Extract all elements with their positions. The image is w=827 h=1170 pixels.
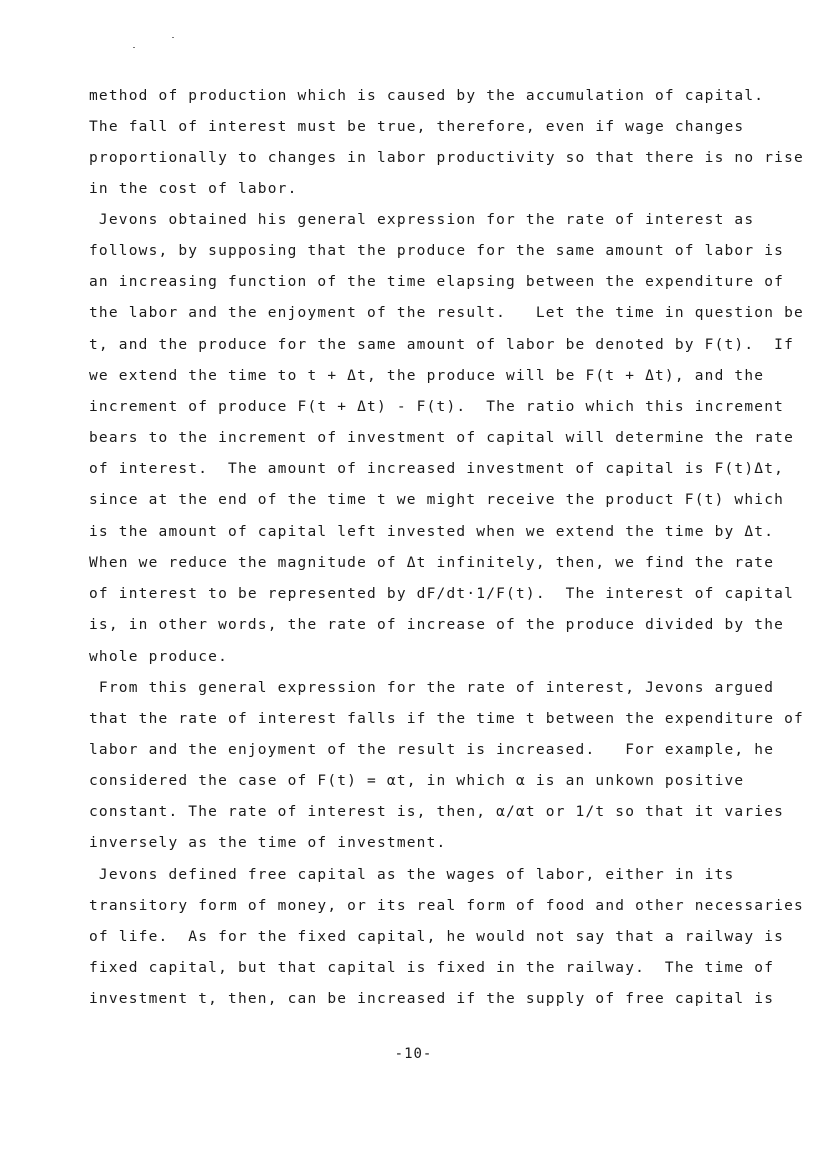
text-line: transitory form of money, or its real form of food and other necessaries — [89, 898, 804, 914]
text-line: follows, by supposing that the produce for the same amount of labor is — [89, 243, 785, 259]
text-line: From this general expression for the rate of interest, Jevons argued — [89, 680, 775, 696]
text-line: since at the end of the time t we might receive the product F(t) which — [89, 492, 785, 508]
text-line: Jevons obtained his general expression for the rate of interest as — [89, 212, 755, 228]
text-line: inversely as the time of investment. — [89, 835, 447, 851]
text-line: is the amount of capital left invested when we extend the time by Δt. — [89, 524, 775, 540]
page-number: -10- — [394, 1046, 433, 1062]
text-line: proportionally to changes in labor productivity so that there is no rise — [89, 150, 804, 166]
text-line: we extend the time to t + Δt, the produce will be F(t + Δt), and the — [89, 368, 765, 384]
text-line: bears to the increment of investment of capital will determine the rate — [89, 430, 795, 446]
text-line: considered the case of F(t) = αt, in which α is an unkown positive — [89, 773, 745, 789]
text-line: is, in other words, the rate of increase of the produce divided by the — [89, 617, 785, 633]
text-line: increment of produce F(t + Δt) - F(t). The ratio which this increment — [89, 399, 785, 415]
text-line: an increasing function of the time elapsing between the expenditure of — [89, 274, 785, 290]
text-line: Jevons defined free capital as the wages of labor, either in its — [89, 867, 735, 883]
text-line: The fall of interest must be true, therefore, even if wage changes — [89, 119, 745, 135]
text-line: the labor and the enjoyment of the result. Let the time in question be — [89, 305, 804, 321]
text-line: method of production which is caused by the accumulation of capital. — [89, 88, 765, 104]
text-line: in the cost of labor. — [89, 181, 298, 197]
text-line: When we reduce the magnitude of Δt infinitely, then, we find the rate — [89, 555, 775, 571]
scan-speck — [172, 37, 174, 38]
text-line: fixed capital, but that capital is fixed in the railway. The time of — [89, 960, 775, 976]
text-line: that the rate of interest falls if the time t between the expenditure of — [89, 711, 804, 727]
text-line: investment t, then, can be increased if the supply of free capital is — [89, 991, 775, 1007]
text-line: t, and the produce for the same amount of labor be denoted by F(t). If — [89, 337, 795, 353]
text-line: of interest to be represented by dF/dt·1/F(t). The interest of capital — [89, 586, 795, 602]
text-line: whole produce. — [89, 649, 229, 665]
text-line: labor and the enjoyment of the result is increased. For example, he — [89, 742, 775, 758]
text-line: of life. As for the fixed capital, he would not say that a railway is — [89, 929, 785, 945]
text-line: of interest. The amount of increased investment of capital is F(t)Δt, — [89, 461, 785, 477]
scan-speck — [133, 47, 135, 48]
text-line: constant. The rate of interest is, then, α/αt or 1/t so that it varies — [89, 804, 785, 820]
